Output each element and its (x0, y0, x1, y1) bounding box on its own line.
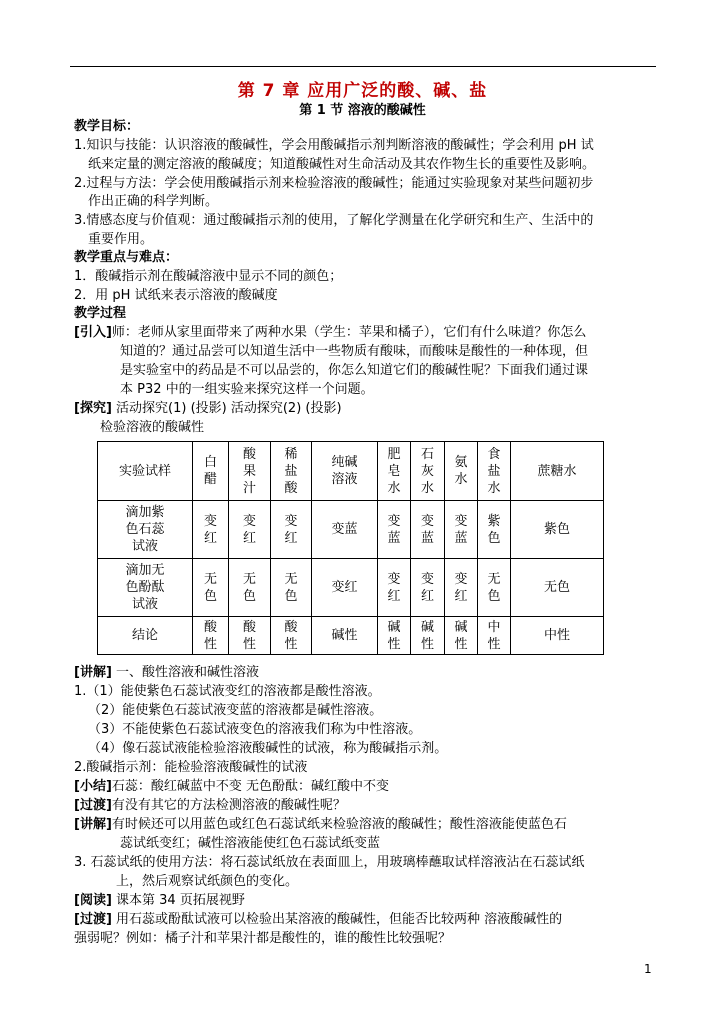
text-line: [引入]师：老师从家里面带来了两种水果（学生：苹果和橘子），它们有什么味道？你怎么 (74, 325, 587, 340)
table-cell: 滴加紫 色石蕊 试液 (98, 501, 193, 559)
indicator-table (97, 441, 604, 655)
text-line: 1.（1）能使紫色石蕊试液变红的溶液都是酸性溶液。 (74, 684, 381, 699)
table-row (98, 442, 604, 501)
table-cell: 变 红 (229, 501, 271, 559)
table-cell: 紫 色 (478, 501, 511, 559)
table-cell: 紫色 (511, 501, 604, 559)
table-cell: 实验试样 (98, 442, 193, 501)
text-line: [过渡]有没有其它的方法检测溶液的酸碱性呢？ (74, 798, 346, 813)
text-line: [阅读] 课本第 34 页拓展视野 (74, 893, 245, 908)
text-line: 3. 石蕊试纸的使用方法：将石蕊试纸放在表面皿上，用玻璃棒蘸取试样溶液沾在石蕊试纸 (74, 855, 585, 870)
table-cell: 无 色 (478, 559, 511, 617)
text-line: 蕊试纸变红；碱性溶液能使红色石蕊试纸变蓝 (120, 836, 381, 851)
text-line: [过渡] 用石蕊或酚酞试液可以检验出某溶液的酸碱性，但能否比较两种 溶液酸碱性的 (74, 912, 563, 927)
text-line: [探究] 活动探究(1) (投影) 活动探究(2) (投影) (74, 401, 342, 416)
text-line: 教学目标： (74, 119, 140, 134)
table-row (98, 617, 604, 655)
text-line: 2．用 pH 试纸来表示溶液的酸碱度 (74, 288, 278, 303)
table-cell: 变红 (312, 559, 378, 617)
table-cell: 无 色 (271, 559, 312, 617)
text-line: 纸来定量的测定溶液的酸碱度；知道酸碱性对生命活动及其农作物生长的重要性及影响。 (88, 157, 596, 172)
text-line: [讲解]有时候还可以用蓝色或红色石蕊试纸来检验溶液的酸碱性；酸性溶液能使蓝色石 (74, 817, 567, 832)
table-cell: 无 色 (193, 559, 229, 617)
table-cell: 变 蓝 (445, 501, 478, 559)
table-cell: 滴加无 色酚酞 试液 (98, 559, 193, 617)
table-cell: 变 红 (411, 559, 445, 617)
section-tag: [讲解] (74, 817, 112, 832)
table-cell: 变 红 (378, 559, 411, 617)
section-tag: [探究] (74, 401, 112, 416)
table-cell: 石 灰 水 (411, 442, 445, 501)
section-title: 第 1 节 溶液的酸碱性 (299, 103, 426, 118)
table-cell: 氨 水 (445, 442, 478, 501)
text-line: 重要作用。 (88, 232, 154, 247)
text-line: 强弱呢？例如：橘子汁和苹果汁都是酸性的，谁的酸性比较强呢？ (74, 931, 452, 946)
text-line: 检验溶液的酸碱性 (100, 420, 205, 435)
page-number: 1 (644, 962, 652, 976)
text-line: [小结]石蕊：酸红碱蓝中不变 无色酚酞：碱红酸中不变 (74, 779, 390, 794)
table-cell: 酸 性 (271, 617, 312, 655)
chapter-title: 第 7 章 应用广泛的酸、碱、盐 (237, 81, 488, 101)
table-cell: 结论 (98, 617, 193, 655)
table-cell: 变 红 (193, 501, 229, 559)
section-tag: [讲解] (74, 665, 112, 680)
table-cell: 变 红 (271, 501, 312, 559)
table-cell: 变 红 (445, 559, 478, 617)
table-cell: 变 蓝 (411, 501, 445, 559)
table-cell: 变 蓝 (378, 501, 411, 559)
text-line: 2.酸碱指示剂：能检验溶液酸碱性的试液 (74, 760, 308, 775)
text-line: 1.知识与技能：认识溶液的酸碱性，学会用酸碱指示剂判断溶液的酸碱性；学会利用 pH 试 (74, 138, 594, 153)
table-cell: 白 醋 (193, 442, 229, 501)
table-cell: 碱 性 (378, 617, 411, 655)
text-line: [讲解] 一、酸性溶液和碱性溶液 (74, 665, 260, 680)
table-cell: 酸 性 (193, 617, 229, 655)
table-cell: 碱性 (312, 617, 378, 655)
header-rule (70, 66, 656, 67)
table-cell: 中性 (511, 617, 604, 655)
table-cell: 稀 盐 酸 (271, 442, 312, 501)
text-line: （2）能使紫色石蕊试液变蓝的溶液都是碱性溶液。 (88, 703, 383, 718)
table-row (98, 501, 604, 559)
table-cell: 碱 性 (445, 617, 478, 655)
table-cell: 肥 皂 水 (378, 442, 411, 501)
table-cell: 中 性 (478, 617, 511, 655)
table-cell: 纯碱 溶液 (312, 442, 378, 501)
text-line: 教学过程 (74, 306, 127, 321)
section-tag: [阅读] (74, 893, 112, 908)
text-line: （3）不能使紫色石蕊试液变色的溶液我们称为中性溶液。 (88, 722, 422, 737)
table-cell: 蔗糖水 (511, 442, 604, 501)
text-line: 是实验室中的药品是不可以品尝的，你怎么知道它们的酸碱性呢？下面我们通过课 (120, 363, 589, 378)
table-cell: 无 色 (229, 559, 271, 617)
section-tag: [过渡] (74, 798, 112, 813)
text-line: 本 P32 中的一组实验来探究这样一个问题。 (120, 382, 374, 397)
text-line: （4）像石蕊试液能检验溶液酸碱性的试液，称为酸碱指示剂。 (88, 741, 448, 756)
table-row (98, 559, 604, 617)
table-cell: 无色 (511, 559, 604, 617)
table-cell: 酸 性 (229, 617, 271, 655)
text-line: 知道的？通过品尝可以知道生活中一些物质有酸味，而酸味是酸性的一种体现，但 (120, 344, 589, 359)
section-tag: [过渡] (74, 912, 112, 927)
table-cell: 酸 果 汁 (229, 442, 271, 501)
table-cell: 食 盐 水 (478, 442, 511, 501)
text-line: 教学重点与难点： (74, 250, 179, 265)
text-line: 作出正确的科学判断。 (88, 194, 219, 209)
text-line: 2.过程与方法：学会使用酸碱指示剂来检验溶液的酸碱性；能通过实验现象对某些问题初步 (74, 176, 594, 191)
text-line: 1．酸碱指示剂在酸碱溶液中显示不同的颜色； (74, 269, 343, 284)
section-tag: [小结] (74, 779, 112, 794)
section-tag: [引入] (74, 325, 112, 340)
table-cell: 变蓝 (312, 501, 378, 559)
text-line: 上，然后观察试纸颜色的变化。 (116, 874, 299, 889)
text-line: 3.情感态度与价值观：通过酸碱指示剂的使用，了解化学测量在化学研究和生产、生活中的 (74, 213, 594, 228)
table-cell: 碱 性 (411, 617, 445, 655)
